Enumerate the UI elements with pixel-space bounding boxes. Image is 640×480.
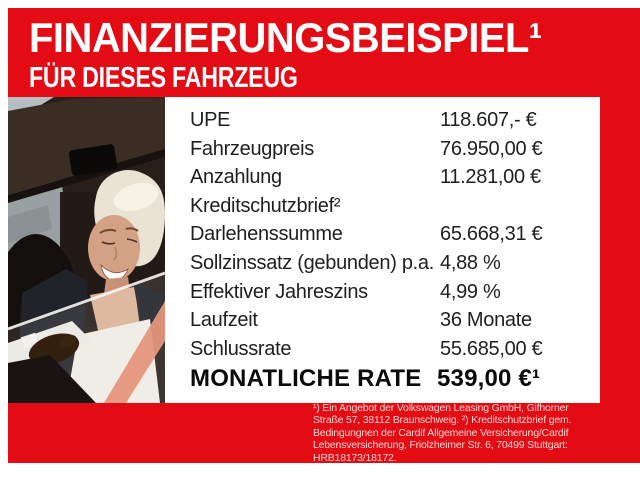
row-value: 55.685,00 € xyxy=(440,337,543,360)
red-frame xyxy=(8,8,640,463)
row-label: Darlehenssumme xyxy=(190,223,343,246)
legal-disclaimer xyxy=(313,402,640,464)
disclaimer-line: Straße 57, 38112 Braunschweig. ²) Kreditschutzbrief gem. xyxy=(313,414,572,427)
woman-in-car-illustration xyxy=(8,97,165,403)
disclaimer-line: HRB18173/18172. xyxy=(313,451,397,464)
financing-table xyxy=(165,97,600,403)
row-label: UPE xyxy=(190,109,231,131)
disclaimer-line: Bedingungnen der Cardif Allgemeine Versicherung/Cardif xyxy=(313,426,569,439)
row-value: 118.607,- € xyxy=(440,109,537,131)
row-value: 36 Monate xyxy=(440,309,532,332)
row-label: Anzahlung xyxy=(190,166,282,189)
car-photo xyxy=(8,97,165,403)
row-value: 4,88 % xyxy=(440,251,501,274)
row-value: 65.668,31 € xyxy=(440,223,543,246)
row-value: 4,99 % xyxy=(440,280,501,303)
row-label: Effektiver Jahreszins xyxy=(190,280,368,303)
disclaimer-line: ¹) Ein Angebot der Volkswagen Leasing GmbH, Gifhorner xyxy=(313,402,569,414)
page-title: FINANZIERUNGSBEISPIEL¹ xyxy=(29,14,542,61)
table-row xyxy=(165,192,600,221)
monthly-rate-row xyxy=(165,363,600,395)
row-label: Sollzinssatz (gebunden) p.a. xyxy=(190,251,434,274)
table-row xyxy=(165,135,600,164)
monthly-rate-value: 539,00 €¹ xyxy=(437,365,541,393)
table-row xyxy=(165,249,600,278)
row-label: Schlussrate xyxy=(190,337,292,360)
row-label: Kreditschutzbrief² xyxy=(190,194,341,217)
page-subtitle: FÜR DIESES FAHRZEUG xyxy=(29,62,298,94)
table-row xyxy=(165,335,600,364)
row-value: 76.950,00 € xyxy=(440,137,543,160)
table-row xyxy=(165,106,600,135)
table-row xyxy=(165,278,600,307)
monthly-rate-label: MONATLICHE RATE xyxy=(190,365,422,393)
disclaimer-line: Lebensversicherung, Friolzheimer Str. 6, 70499 Stuttgart: xyxy=(313,439,568,452)
table-row xyxy=(165,220,600,249)
table-row xyxy=(165,163,600,192)
row-label: Fahrzeugpreis xyxy=(190,137,314,160)
row-label: Laufzeit xyxy=(190,309,258,332)
row-value: 11.281,00 € xyxy=(440,166,541,189)
table-row xyxy=(165,306,600,335)
